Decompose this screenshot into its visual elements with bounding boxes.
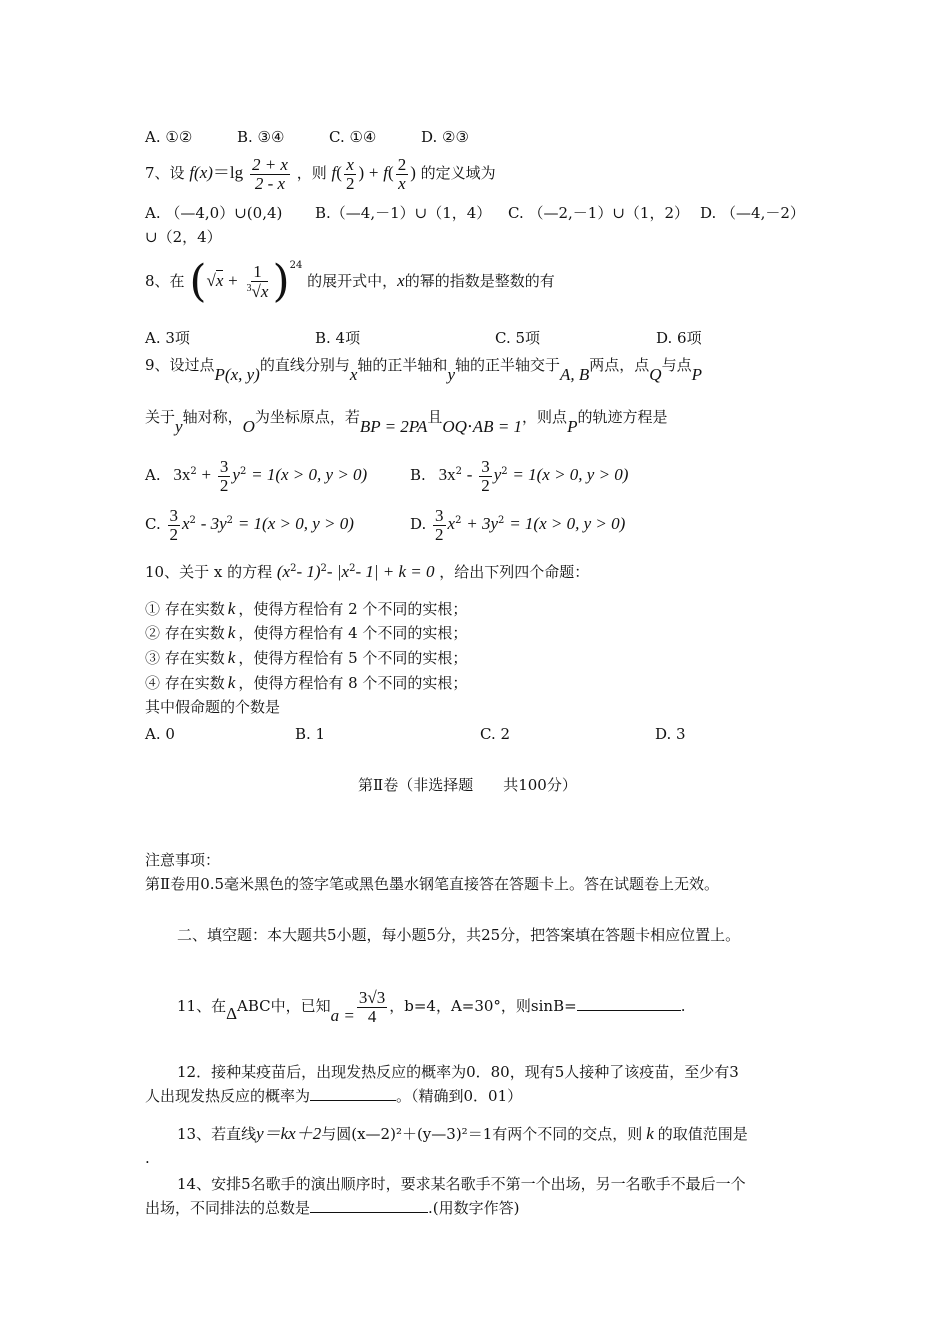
q10-eq-c: - |x <box>326 562 350 581</box>
q9-optD-den: 2 <box>435 524 444 544</box>
q13-k: k <box>646 1124 654 1143</box>
q9-optB-label: B. <box>410 466 426 484</box>
notice-title: 注意事项： <box>145 851 221 869</box>
q7-frac1-num: x <box>346 154 354 174</box>
q13-stem <box>177 1124 748 1144</box>
q9-l1b: 的直线分别与 <box>259 356 350 374</box>
q9-option-b <box>410 452 628 495</box>
q9-optB-a: 3x <box>438 465 456 484</box>
q8-prefix: 8、在 <box>145 272 185 290</box>
q6-option-a: A. ①② <box>145 128 193 146</box>
q9-l1d: 轴的正半轴交于 <box>454 356 560 374</box>
q8-root-arg: x <box>260 282 269 301</box>
q9-optB-den: 2 <box>481 475 490 495</box>
q10-option-a: A. 0 <box>145 725 175 743</box>
fill-in-title: 二、填空题：本大题共5小题，每小题5分，共25分，把答案填在答题卡相应位置上。 <box>177 926 741 944</box>
q14-line1: 14、安排5名歌手的演出顺序时，要求某名歌手不第一个出场，另一名歌手不最后一个 <box>177 1175 746 1193</box>
q11-fraction <box>357 989 387 1026</box>
q9-optA-a: 3x <box>173 465 191 484</box>
q7-frac-den: 2 - x <box>254 173 286 193</box>
q11-den: 4 <box>367 1006 377 1026</box>
q12-line2 <box>145 1086 522 1106</box>
q8-sqrt-x: x <box>215 271 224 290</box>
q11-end: . <box>680 997 686 1015</box>
q14-answer-blank[interactable] <box>310 1212 428 1213</box>
q13-text-c: 的取值范围是 <box>657 1125 748 1143</box>
q10-item2-n: ② 存在实数 <box>145 624 225 642</box>
q10-item2-k: k <box>227 623 236 642</box>
q9-optC-a: x <box>182 514 190 533</box>
q9-l2a: 关于 <box>145 408 176 426</box>
q7-f1: f <box>331 163 337 182</box>
q9-optC-b: - 3y <box>200 514 227 533</box>
q12-line1: 12．接种某疫苗后，出现发热反应的概率为0．80，现有5人接种了该疫苗，至少有3 <box>177 1063 739 1081</box>
q7-f2: f <box>383 163 389 182</box>
q13-text-a: 13、若直线 <box>177 1125 257 1143</box>
q9-q: Q <box>649 365 662 384</box>
q9-line2 <box>145 402 667 442</box>
q10-item-1 <box>145 599 467 619</box>
q9-ab1: AB = 1 <box>472 417 523 436</box>
q8-option-c: C. 5项 <box>495 329 541 347</box>
q10-prefix: 10、关于 x 的方程 <box>145 563 273 581</box>
q9-optD-sq2: 2 <box>498 515 505 526</box>
q9-optD-b: + 3y <box>466 514 499 533</box>
q9-optC-d: = 1(x > 0, y > 0) <box>237 514 354 533</box>
q9-optC-sq2: 2 <box>226 515 234 526</box>
q9-l2f: 的轨迹方程是 <box>577 408 668 426</box>
q7-mid: ，则 <box>296 164 327 182</box>
q8-option-a: A. 3项 <box>145 329 190 347</box>
q9-x: x <box>349 365 358 384</box>
q9-point-p: P(x, y) <box>214 365 260 384</box>
q9-optB-frac <box>479 458 492 495</box>
q11-stem <box>177 984 685 1038</box>
q9-l1e: 两点，点 <box>589 356 650 374</box>
q7-frac2-den: x <box>398 173 406 193</box>
q7-fx: f(x) <box>189 163 213 182</box>
q11-prefix: 11、在 <box>177 997 227 1015</box>
q9-o: O <box>242 417 255 436</box>
q9-optC-num: 3 <box>169 505 178 525</box>
q8-fraction: $\frac{1}{^3√x}$ <box>246 262 269 301</box>
q9-bp: BP = 2PA <box>359 417 428 436</box>
q7-option-d: D. （—4,－2） <box>700 204 805 222</box>
q7-frac-x2 <box>344 156 357 193</box>
q10-item3-t: ，使得方程恰有 5 个不同的实根； <box>238 649 468 667</box>
q7-frac-num: 2 + x <box>251 154 288 174</box>
q12-answer-blank[interactable] <box>310 1100 396 1101</box>
q10-item4-t: ，使得方程恰有 8 个不同的实根； <box>238 674 468 692</box>
q10-sq1: 2 <box>290 563 297 574</box>
q9-optB-c: y <box>493 465 502 484</box>
q9-optB-sq2: 2 <box>501 466 508 477</box>
q10-item2-t: ，使得方程恰有 4 个不同的实根； <box>238 624 468 642</box>
q10-item1-t: ，使得方程恰有 2 个不同的实根； <box>238 600 468 618</box>
q14-line2a: 出场，不同排法的总数是 <box>145 1199 311 1217</box>
q7-frac2-num: 2 <box>397 154 407 174</box>
q10-item4-n: ④ 存在实数 <box>145 674 225 692</box>
q8-frac-num: 1 <box>253 262 262 281</box>
q10-eq-a: (x <box>276 562 291 581</box>
q9-optB-b: - <box>466 465 473 484</box>
q9-oq: OQ <box>442 417 467 436</box>
q9-optD-frac <box>433 507 446 544</box>
q10-sq3: 2 <box>349 563 356 574</box>
q11-num: 3√3 <box>358 987 386 1007</box>
q9-l2b: 轴对称， <box>182 408 243 426</box>
q7-frac-2x <box>396 156 409 193</box>
q7-option-d-cont: ∪（2，4） <box>145 228 222 246</box>
q9-optD-a: x <box>447 514 456 533</box>
q7-suffix: 的定义域为 <box>420 164 496 182</box>
q10-suffix: ，给出下列四个命题： <box>439 563 590 581</box>
q8-suffix1: 的展开式中， <box>307 272 398 290</box>
q7-lg: ＝lg <box>212 163 244 182</box>
q8-power: 24 <box>289 260 303 271</box>
q13-text-b: 与圆(x—2)²＋(y—3)²＝1有两个不同的交点，则 <box>321 1125 643 1143</box>
q11-mid2: ，b=4，A=30°，则sinB= <box>389 997 577 1015</box>
q10-option-d: D. 3 <box>655 725 686 743</box>
q14-line2 <box>145 1198 520 1218</box>
q9-optA-b: + <box>201 465 212 484</box>
q13-eq: y＝kx＋2 <box>256 1124 322 1143</box>
q10-item4-k: k <box>227 673 236 692</box>
q9-y: y <box>447 365 455 384</box>
q9-optA-sq2: 2 <box>239 466 247 477</box>
q9-option-c <box>145 501 354 544</box>
q9-optA-frac <box>218 458 231 495</box>
q10-item3-n: ③ 存在实数 <box>145 649 225 667</box>
q7-stem: 7、设 f(x)＝lg $\frac{2 + x}{2 - x}$ ，则 f( $\frac{x}{2}$ ) + f( $\frac{2}{x}$ ) 的定义域为 <box>145 154 496 193</box>
q10-item-3 <box>145 648 467 668</box>
q8-var: x <box>397 271 405 290</box>
q9-dot: ⋅ <box>466 417 473 436</box>
q14-line2b: .(用数字作答) <box>428 1199 520 1217</box>
q11-a: a = <box>330 1006 355 1025</box>
q9-l1f: 与点 <box>661 356 692 374</box>
q9-optA-num: 3 <box>219 456 229 476</box>
q9-l2e: ，则点 <box>522 408 568 426</box>
q9-p2: P <box>567 417 578 436</box>
q10-eq-b: - 1) <box>296 562 321 581</box>
q6-option-d: D. ②③ <box>421 128 469 146</box>
q10-eq-d: - 1| + k = 0 <box>355 562 435 581</box>
q11-mid1: ABC中，已知 <box>237 997 331 1015</box>
q6-option-b: B. ③④ <box>237 128 285 146</box>
q10-item-2 <box>145 623 467 643</box>
q10-item1-n: ① 存在实数 <box>145 600 225 618</box>
q9-l2d: 且 <box>427 408 443 426</box>
q10-stem <box>145 556 589 585</box>
q11-answer-blank[interactable] <box>577 1010 681 1011</box>
q9-optC-den: 2 <box>169 524 178 544</box>
q12-line2b: 。（精确到0．01） <box>396 1087 523 1105</box>
q9-optC-label: C. <box>145 515 161 533</box>
q9-optD-label: D. <box>410 515 427 533</box>
section2-title: 第Ⅱ卷（非选择题 共100分） <box>358 776 577 794</box>
q8-option-b: B. 4项 <box>315 329 361 347</box>
q9-optA-c: y <box>232 465 240 484</box>
q9-l2-y: y <box>175 417 183 436</box>
q9-option-a <box>145 452 367 495</box>
q8-option-d: D. 6项 <box>656 329 702 347</box>
q8-stem: 8、在 (√x + $\frac{1}{^3√x}$ )$^{24}$ 的展开式中，x的幂的指数是整数的有 <box>145 256 555 307</box>
q7-option-a: A. （—4,0）∪(0,4) <box>145 204 283 222</box>
notice-text: 第Ⅱ卷用0.5毫米黑色的签字笔或黑色墨水钢笔直接答在答题卡上。答在试题卷上无效。 <box>145 875 720 893</box>
q10-item-4 <box>145 673 467 693</box>
q9-option-d <box>410 501 625 544</box>
q8-suffix2: 的幂的指数是整数的有 <box>404 272 555 290</box>
q7-option-b: B.（—4,－1）∪（1，4） <box>315 204 492 222</box>
q7-fraction <box>250 156 290 193</box>
q7-frac1-den: 2 <box>345 173 355 193</box>
q9-optD-d: = 1(x > 0, y > 0) <box>509 514 626 533</box>
q9-optA-sq1: 2 <box>190 466 197 477</box>
q9-optA-den: 2 <box>219 475 229 495</box>
q9-l1a: 9、设过点 <box>145 356 215 374</box>
q9-optD-sq1: 2 <box>455 515 462 526</box>
q9-optD-num: 3 <box>435 505 444 525</box>
q9-line1 <box>145 350 702 390</box>
q9-l2c: 为坐标原点，若 <box>254 408 360 426</box>
q7-plus: + <box>368 163 379 182</box>
q10-item3-k: k <box>227 648 236 667</box>
q8-root-index: 3 <box>246 283 252 294</box>
q9-optB-d: = 1(x > 0, y > 0) <box>512 465 629 484</box>
q8-plus: + <box>228 271 238 290</box>
q10-question: 其中假命题的个数是 <box>145 698 281 716</box>
q7-prefix: 7、设 <box>145 164 185 182</box>
q9-l1c: 轴的正半轴和 <box>357 356 448 374</box>
q9-optC-sq1: 2 <box>189 515 196 526</box>
q9-ab: A, B <box>560 365 590 384</box>
q10-sq2: 2 <box>320 563 327 574</box>
q9-optB-num: 3 <box>481 456 490 476</box>
q10-item1-k: k <box>227 599 236 618</box>
q10-option-c: C. 2 <box>480 725 511 743</box>
q10-option-b: B. 1 <box>295 725 326 743</box>
q9-p: P <box>691 365 702 384</box>
q9-optB-sq1: 2 <box>455 466 462 477</box>
q9-optA-label: A. <box>145 466 161 484</box>
q7-option-c: C. （—2,－1）∪（1，2） <box>508 204 689 222</box>
q12-line2a: 人出现发热反应的概率为 <box>145 1087 311 1105</box>
q9-optA-d: = 1(x > 0, y > 0) <box>251 465 368 484</box>
q9-optC-frac <box>168 507 181 544</box>
q6-option-c: C. ①④ <box>329 128 377 146</box>
q11-delta: Δ <box>226 1004 238 1023</box>
q13-dot: . <box>145 1149 150 1167</box>
